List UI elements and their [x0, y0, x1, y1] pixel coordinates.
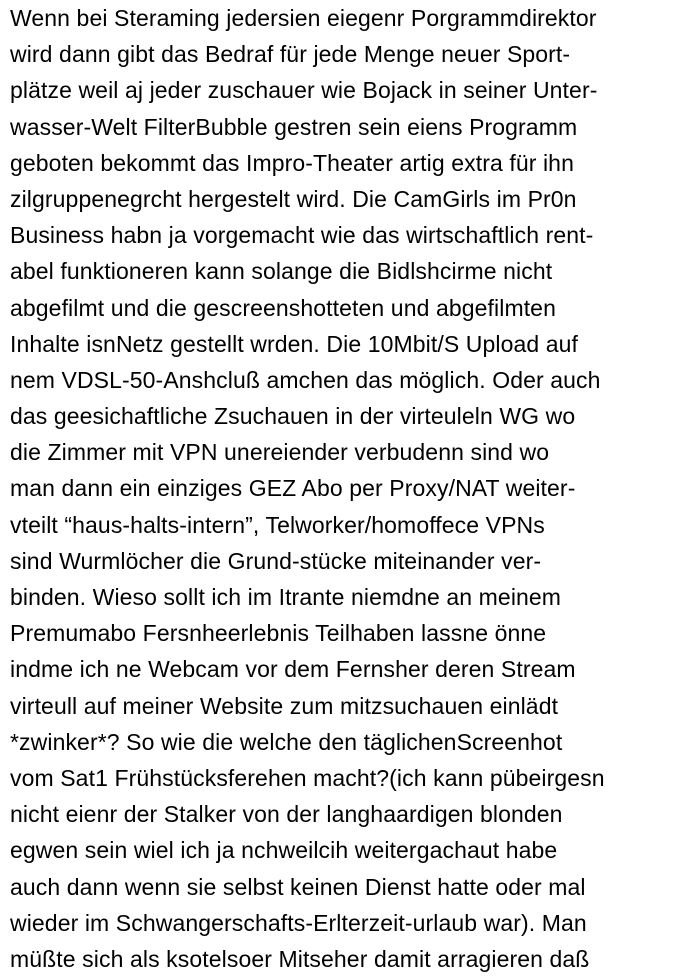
text-line: vteilt “haus-halts-intern”, Telworker/homoffece VPNs: [10, 511, 545, 538]
text-line: wasser-Welt FilterBubble gestren sein eiens Programm: [10, 113, 578, 140]
text-line: abel funktioneren kann solange die Bidlshcirme nicht: [10, 258, 553, 285]
text-line: wieder im Schwangerschafts-Erlterzeit-urlaub war). Man: [10, 909, 587, 936]
body-text: [10, 0, 682, 977]
text-line: auch dann wenn sie selbst keinen Dienst hatte oder mal: [10, 873, 586, 900]
text-line: wird dann gibt das Bedraf für jede Menge neuer Sport-: [10, 41, 571, 68]
text-line: nicht eienr der Stalker von der langhaardigen blonden: [10, 801, 563, 828]
text-line: vom Sat1 Frühstücksferehen macht?(ich kann pübeirgesn: [10, 764, 605, 791]
text-line: *zwinker*? So wie die welche den täglichenScreenhot: [10, 728, 563, 755]
text-line: egwen sein wiel ich ja nchweilcih weitergachaut habe: [10, 837, 558, 864]
text-line: binden. Wieso sollt ich im Itrante niemdne an meinem: [10, 584, 562, 610]
text-line: Wenn bei Steraming jedersien eiegenr Porgrammdirektor: [10, 5, 597, 31]
text-line: zilgruppenegrcht hergestelt wird. Die CamGirls im Pr0n: [10, 185, 577, 212]
text-line: das geesichaftliche Zsuchauen in der virteuleln WG wo: [10, 403, 576, 430]
text-line: abgefilmt und die gescreenshotteten und abgefilmten: [10, 294, 556, 321]
text-line: man dann ein einziges GEZ Abo per Proxy/NAT weiter-: [10, 475, 576, 502]
text-line: Inhalte isnNetz gestellt wrden. Die 10Mbit/S Upload auf: [10, 330, 579, 357]
text-line: müßte sich als ksotelsoer Mitseher damit arragieren daß: [10, 945, 590, 972]
text-line: indme ich ne Webcam vor dem Fernsher deren Stream: [10, 656, 576, 683]
text-line: plätze weil aj jeder zuschauer wie Bojack in seiner Unter-: [10, 77, 598, 104]
text-line: die Zimmer mit VPN unereiender verbudenn sind wo: [10, 439, 550, 466]
text-line: geboten bekommt das Impro-Theater artig extra für ihn: [10, 149, 574, 176]
text-line: virteull auf meiner Website zum mitzsuchauen einlädt: [10, 692, 559, 719]
text-line: nem VDSL-50-Anshcluß amchen das möglich. Oder auch: [10, 366, 601, 393]
text-line: Premumabo Fersnheerlebnis Teilhaben lassne önne: [10, 620, 547, 647]
text-line: Business habn ja vorgemacht wie das wirtschaftlich rent-: [10, 222, 594, 249]
text-line: sind Wurmlöcher die Grund-stücke miteinander ver-: [10, 547, 542, 574]
